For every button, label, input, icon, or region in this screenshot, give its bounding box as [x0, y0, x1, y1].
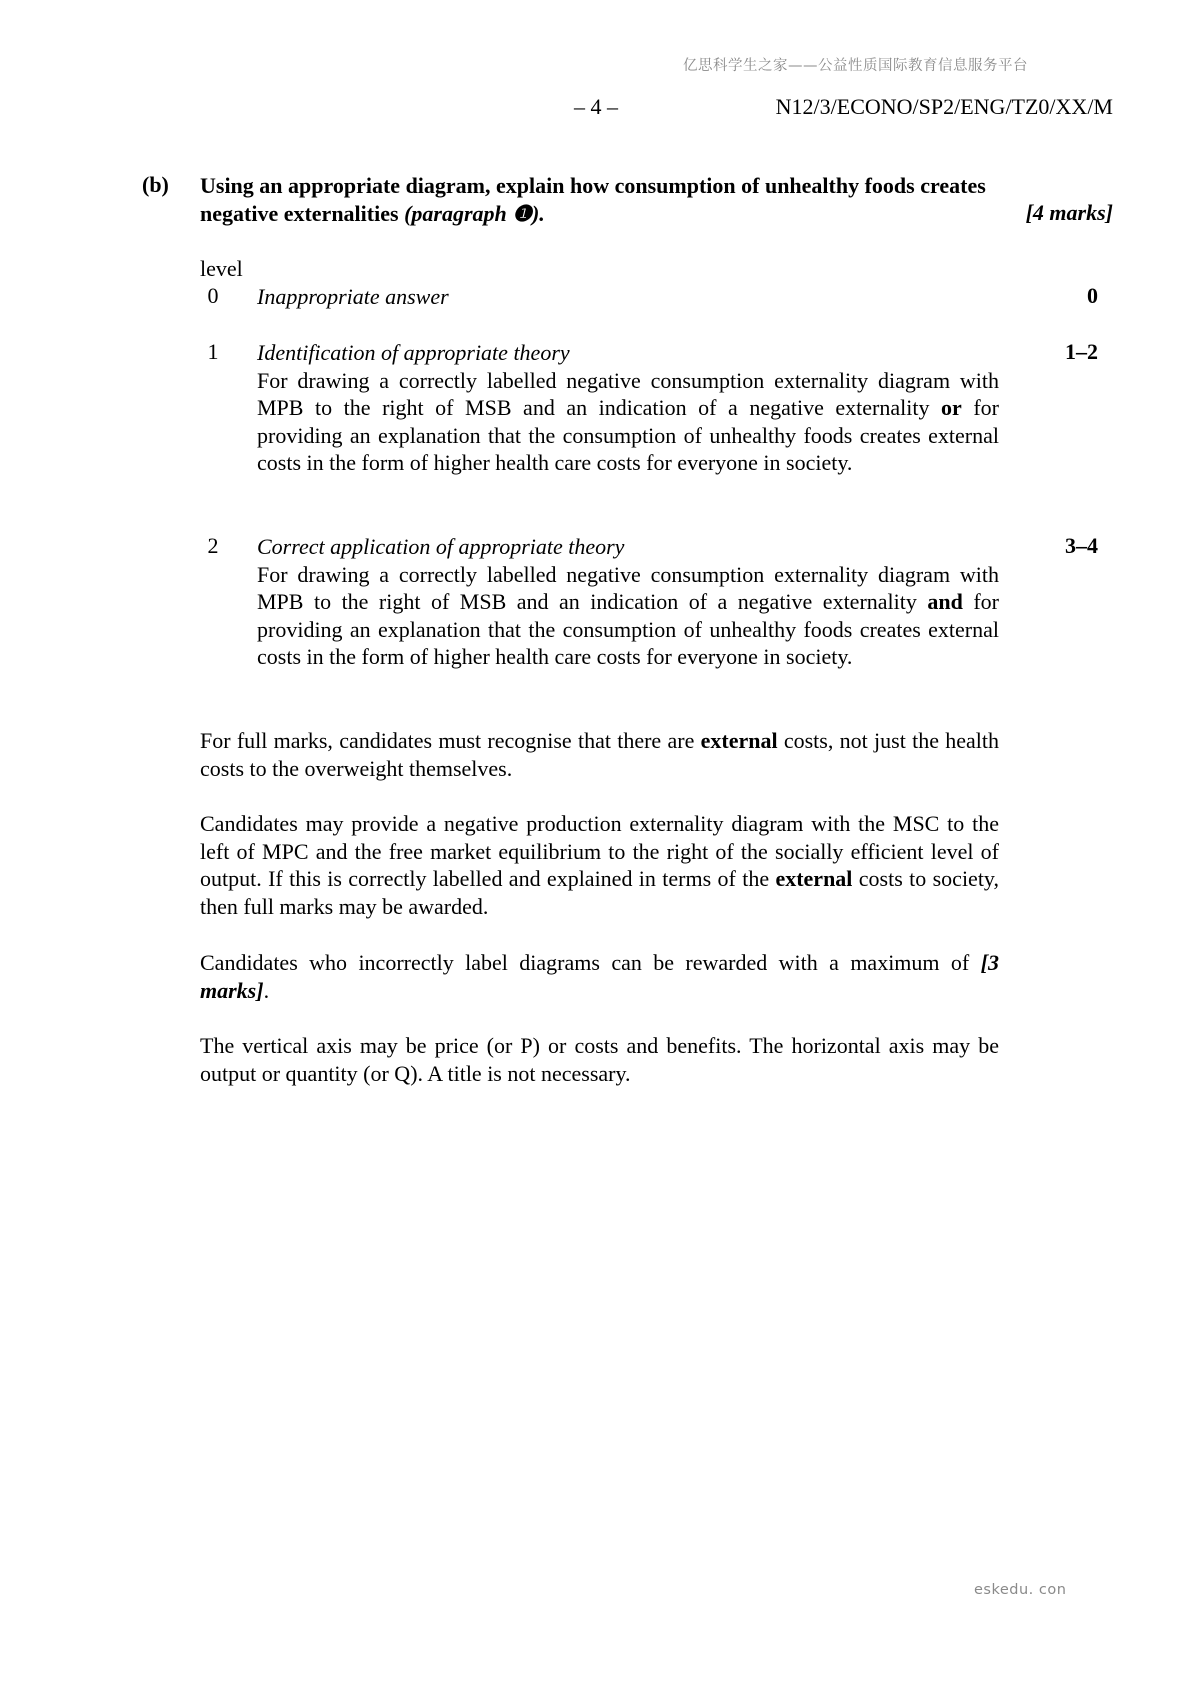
note-production-b: costs to society, then full marks may be awarded.	[200, 866, 1000, 919]
page-number: – 4 –	[574, 94, 618, 119]
level-2-number: 2	[207, 533, 219, 558]
level-2-body-b: for providing an explanation that the consumption of unhealthy foods creates external costs in the form of higher health care costs for everyone in society.	[257, 589, 1000, 670]
note-incorrect-a: Candidates who incorrectly label diagrams can be rewarded with a maximum of	[200, 950, 981, 975]
level-1-body-a: For drawing a correctly labelled negative consumption externality diagram with MPB to the right of MSB and an indication of a negative externality	[257, 367, 999, 421]
level-0-descriptor	[257, 283, 999, 311]
question-text	[200, 172, 1000, 228]
note-axis-labels: The vertical axis may be price (or P) or costs and benefits. The horizontal axis may be output or quantity (or Q). A title is not necessary.	[200, 1033, 999, 1086]
note-full-marks	[200, 727, 999, 782]
level-1-mark: 1–2	[1065, 339, 1098, 364]
level-0-title: Inappropriate answer	[257, 284, 449, 309]
level-heading: level	[200, 256, 243, 281]
level-2-connector: and	[927, 589, 963, 615]
question-marks: [4 marks]	[1025, 200, 1113, 225]
level-1-descriptor	[257, 339, 999, 477]
level-1-title: Identification of appropriate theory	[257, 340, 570, 365]
paper-code: N12/3/ECONO/SP2/ENG/TZ0/XX/M	[775, 94, 1113, 119]
level-2-title: Correct application of appropriate theory	[257, 534, 625, 559]
level-1-connector: or	[941, 395, 962, 421]
level-0-number: 0	[207, 283, 219, 308]
level-1-number: 1	[207, 339, 219, 364]
note-production-a: Candidates may provide a negative production externality diagram with the MSC to the left of MPC and the free market equilibrium to the right of the socially efficient level of output. If this is correctly labelled and explained in terms of the	[200, 811, 999, 892]
note-production-bold: external	[775, 866, 853, 892]
note-incorrect-marks: [3 marks]	[200, 950, 999, 1003]
level-2-mark: 3–4	[1065, 533, 1098, 558]
question-label: (b)	[142, 172, 169, 197]
note-full-marks-b: costs, not just the health costs to the overweight themselves.	[200, 728, 999, 781]
level-2-descriptor	[257, 533, 999, 671]
note-incorrect-b: .	[263, 977, 270, 1003]
note-full-marks-a: For full marks, candidates must recognise that there are	[200, 728, 701, 753]
level-2-body	[257, 561, 999, 671]
note-incorrect-labels	[200, 949, 999, 1004]
level-0-mark: 0	[1087, 283, 1098, 308]
level-1-body	[257, 367, 999, 477]
question-text-main: Using an appropriate diagram, explain how consumption of unhealthy foods creates negative externalities	[200, 173, 986, 226]
level-2-body-a: For drawing a correctly labelled negative consumption externality diagram with MPB to the right of MSB and an indication of a negative externality	[257, 561, 999, 615]
note-full-marks-bold: external	[700, 728, 778, 753]
level-1-body-b: for providing an explanation that the consumption of unhealthy foods creates external costs in the form of higher health care costs for everyone in society.	[257, 395, 999, 476]
watermark-bottom: eskedu. con	[974, 1582, 1067, 1598]
question-paragraph-ref: (paragraph ❶).	[404, 201, 545, 226]
watermark-top: 亿思科学生之家——公益性质国际教育信息服务平台	[683, 58, 1028, 74]
note-production-diagram	[200, 810, 999, 920]
